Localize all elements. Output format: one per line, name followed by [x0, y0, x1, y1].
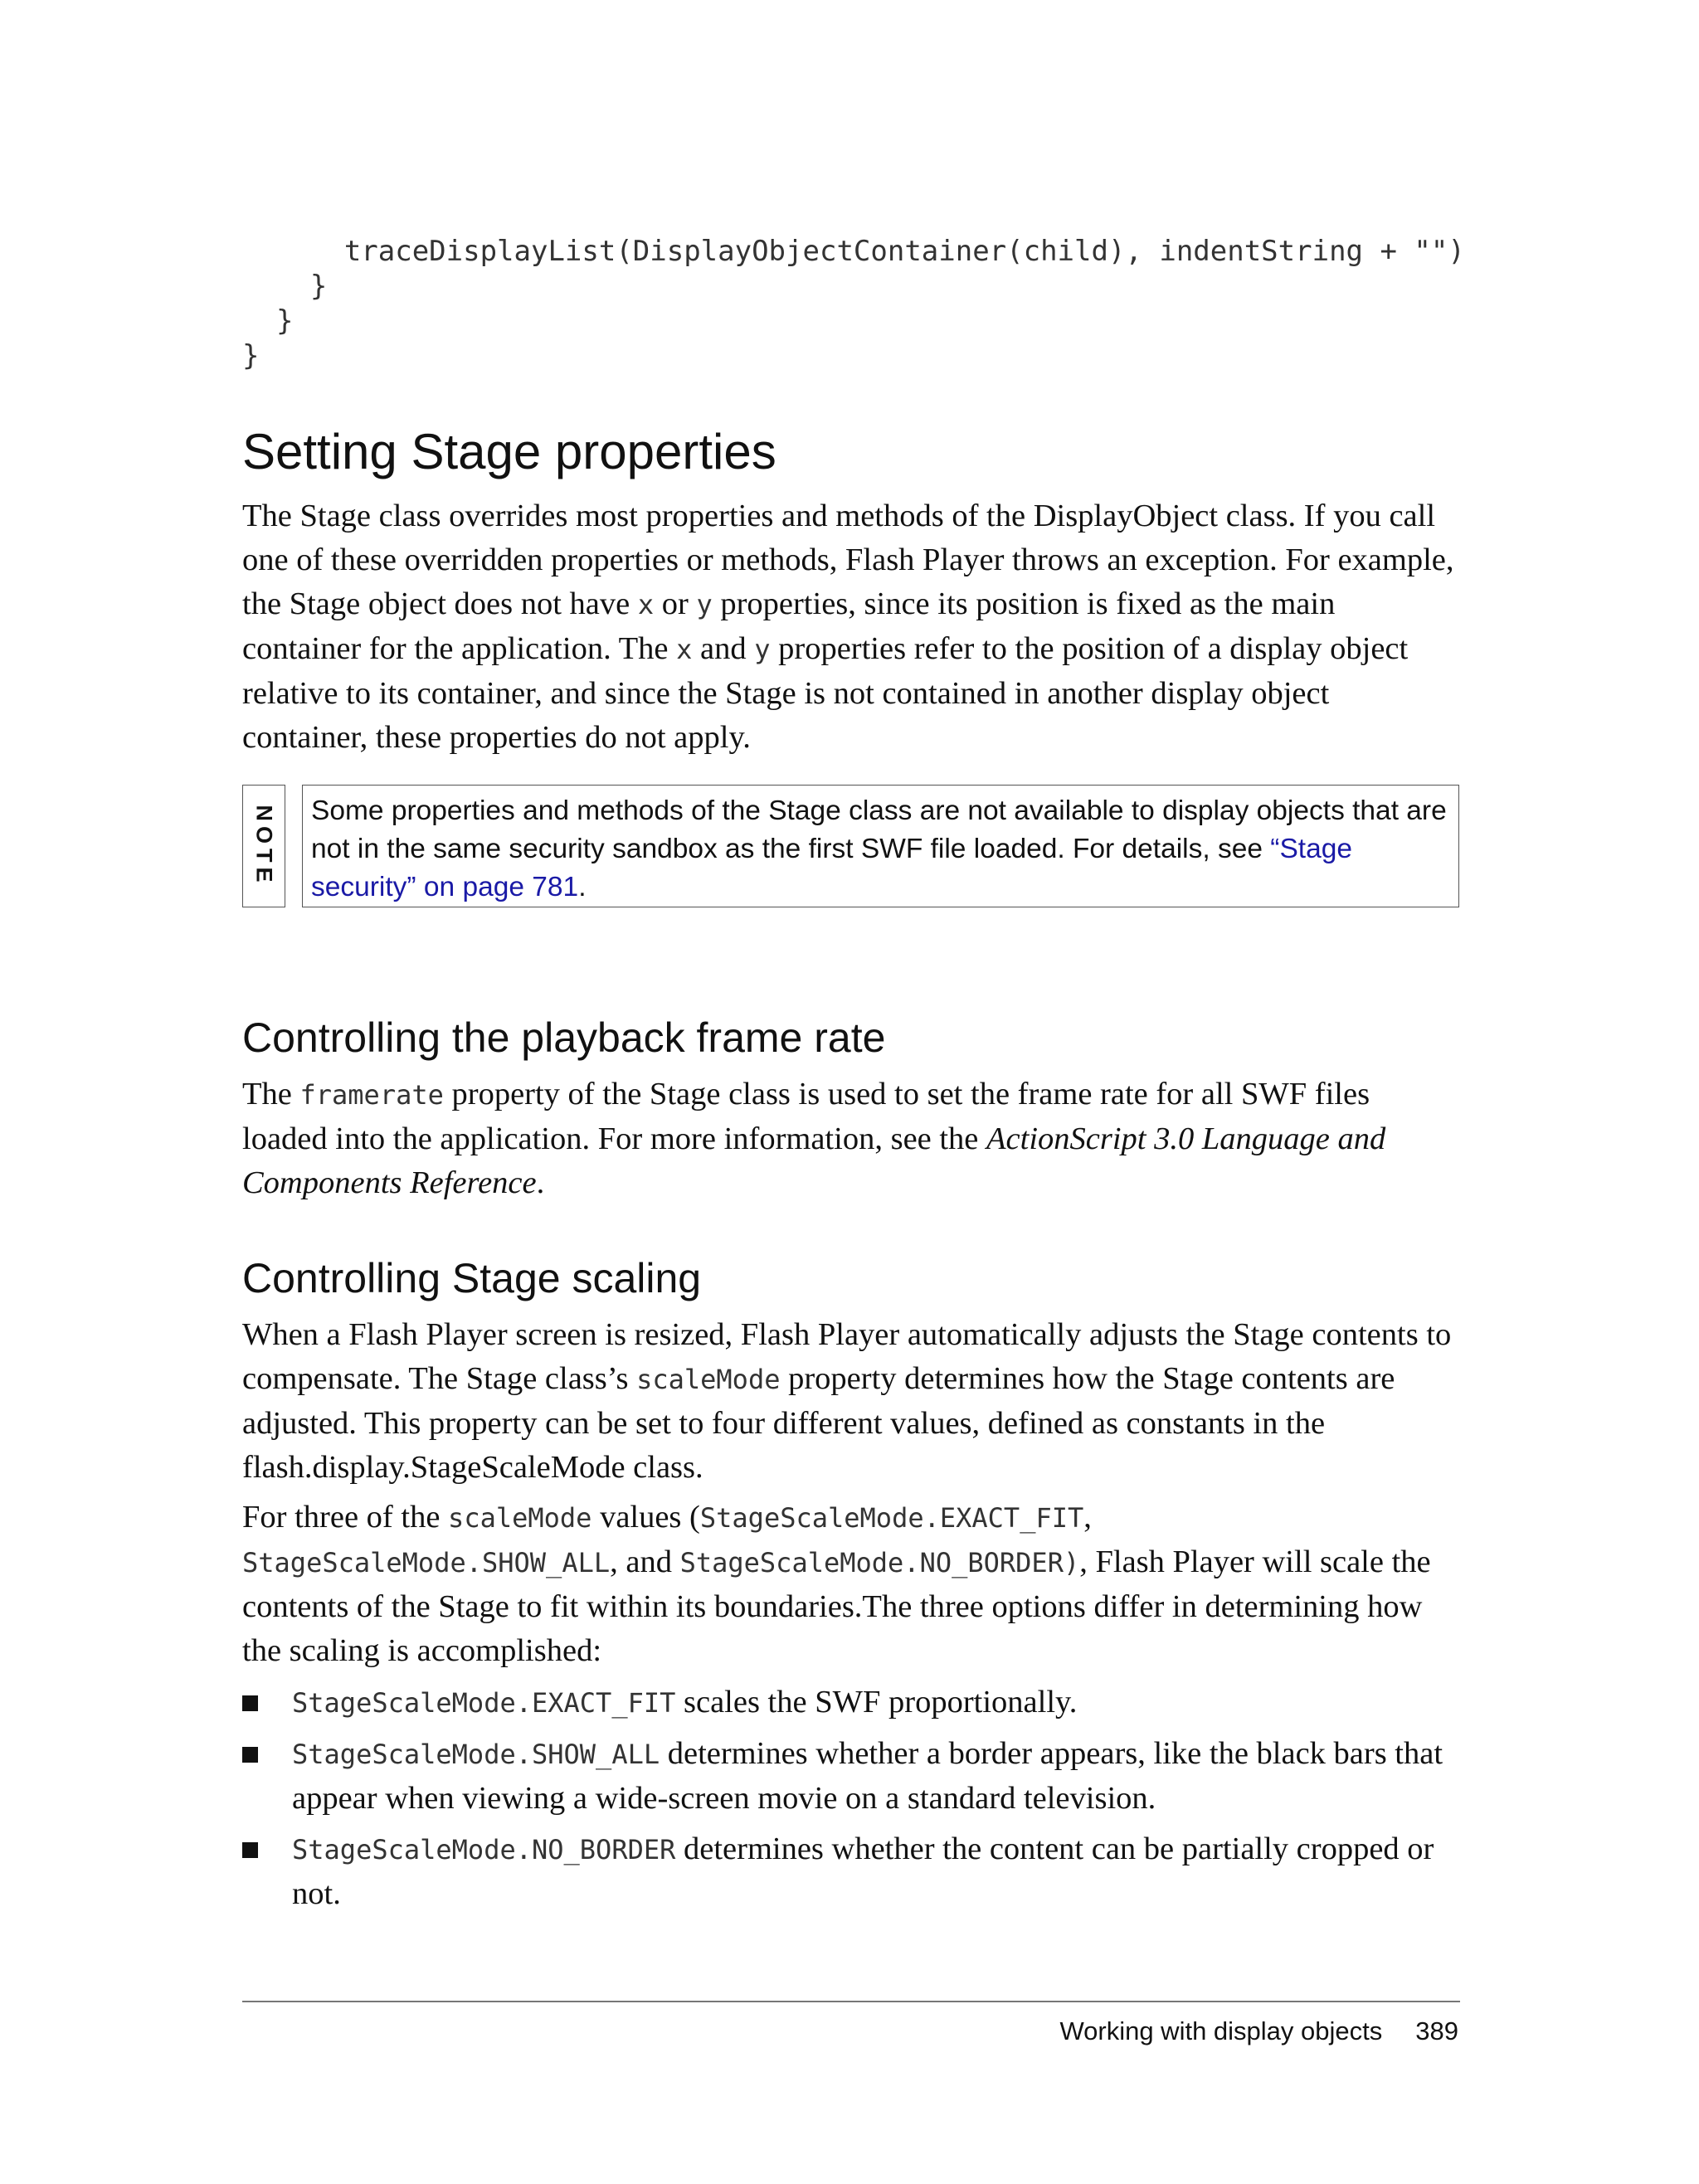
inline-code: x — [676, 634, 693, 665]
page-number: 389 — [1415, 2016, 1458, 2045]
note-text: Some properties and methods of the Stage class are not available to display objects that are not in the same security sandbox as the first SWF file loaded. For details, see — [311, 795, 1447, 864]
inline-code: scaleMode — [448, 1502, 592, 1534]
code-line: } — [242, 304, 294, 338]
code-line: traceDisplayList(DisplayObjectContainer(child), indentString + "") — [242, 235, 1465, 268]
footer-divider — [242, 2001, 1460, 2002]
subsection-heading-frame-rate: Controlling the playback frame rate — [242, 1014, 886, 1061]
note-label-tab — [242, 785, 285, 907]
inline-code: y — [754, 634, 771, 665]
section-heading: Setting Stage properties — [242, 424, 776, 479]
stage-security-link[interactable]: “Stage security” on page 781 — [311, 834, 1352, 902]
bullet-square-icon — [242, 1747, 258, 1763]
inline-code: StageScaleMode.EXACT_FIT — [292, 1687, 676, 1719]
reference-title: ActionScript 3.0 Language and Components Reference — [242, 1121, 1386, 1200]
inline-code: StageScaleMode.EXACT_FIT — [699, 1502, 1084, 1534]
code-block — [242, 234, 1465, 373]
inline-code: StageScaleMode.SHOW_ALL — [242, 1547, 611, 1578]
scaling-paragraph-2: For three of the scaleMode values (StageScaleMode.EXACT_FIT, StageScaleMode.SHOW_ALL, and StageScaleMode.NO_BORDER), Flash Player will scale the contents of the Stage to fit within its boundaries.The three options differ in determining how the scaling is accomplished: — [242, 1500, 1431, 1668]
page-footer — [1059, 2014, 1458, 2049]
note-box: Some properties and methods of the Stage class are not available to display objects that are not in the same security sandbox as the first SWF file loaded. For details, see “Stage security” on page 781. — [302, 785, 1459, 907]
footer-section-title: Working with display objects — [1059, 2016, 1383, 2045]
list-item: StageScaleMode.NO_BORDER determines whether the content can be partially cropped or not. — [242, 1827, 1462, 1916]
list-item: StageScaleMode.SHOW_ALL determines whether a border appears, like the black bars that appear when viewing a wide-screen movie on a standard television. — [242, 1732, 1462, 1821]
frame-rate-paragraph: The framerate property of the Stage class is used to set the frame rate for all SWF files loaded into the application. For more information, see the ActionScript 3.0 Language and Components Reference. — [242, 1077, 1386, 1200]
inline-code: y — [696, 589, 713, 620]
scale-mode-list — [242, 1681, 1462, 1923]
inline-code: StageScaleMode.NO_BORDER — [292, 1834, 676, 1865]
scaling-paragraph-1: When a Flash Player screen is resized, Flash Player automatically adjusts the Stage contents to compensate. The Stage class’s scaleMode property determines how the Stage contents are adjusted. This property can be set to four different values, defined as constants in the flash.display.StageScaleMode class. — [242, 1317, 1452, 1485]
inline-code: scaleMode — [636, 1364, 781, 1395]
note-label: NOTE — [251, 805, 277, 888]
bullet-square-icon — [242, 1842, 258, 1858]
code-line: } — [242, 270, 328, 303]
inline-code: x — [637, 589, 655, 620]
list-item: StageScaleMode.EXACT_FIT scales the SWF proportionally. — [242, 1681, 1462, 1725]
intro-paragraph: The Stage class overrides most properties and methods of the DisplayObject class. If you call one of these overridden properties or methods, Flash Player throws an exception. For example, the Stage object does not have x or y properties, since its position is fixed as the main container for the application. The x and y properties refer to the position of a display object relative to its container, and since the Stage is not contained in another display object container, these properties do not apply. — [242, 499, 1454, 755]
inline-code: framerate — [299, 1079, 444, 1111]
inline-code: StageScaleMode.SHOW_ALL — [292, 1739, 660, 1770]
inline-code: StageScaleMode.NO_BORDER) — [679, 1547, 1080, 1578]
subsection-heading-stage-scaling: Controlling Stage scaling — [242, 1255, 702, 1301]
bullet-square-icon — [242, 1695, 258, 1711]
code-line: } — [242, 339, 260, 372]
